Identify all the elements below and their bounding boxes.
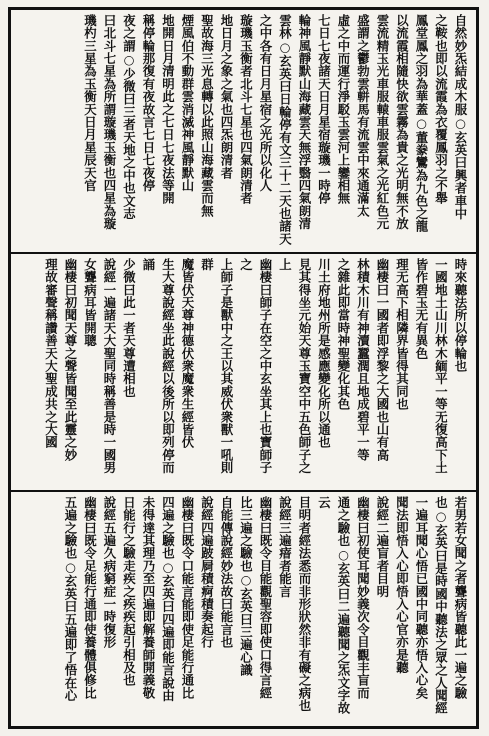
text-column: 聖故海三光息轉以此照山海藏雲而無 (199, 14, 215, 218)
text-column: 曰北斗七星為所謂璇璣玉衡也四星為璇 (102, 14, 117, 230)
panel-middle (11, 252, 476, 488)
text-columns (17, 258, 470, 484)
text-column: 上師子是獸中之王以其威伏衆獸一吼則群 (199, 258, 234, 474)
text-column: 川土府地州所是感應變化所以通也 (316, 258, 332, 449)
text-column: 以流霞相隨快欲雲霧為貴之光明無不放 (394, 14, 410, 230)
text-column: 皆作碧玉无有異色 (414, 258, 429, 360)
text-columns (17, 14, 470, 246)
text-column: 見其得坐元始天尊玉寶空中五色師子之 (297, 258, 312, 474)
text-column: 幽棲曰初使耳聞妙義次令目觀丰盲而 (355, 496, 371, 700)
text-column: 目明者經法悉而非形狀然非有礙之病也 (297, 496, 312, 712)
text-column: 之中各有日月星宿之光所以化人 (258, 14, 273, 192)
text-column: 聞法即悟入心即悟入心官亦是聽 (394, 496, 410, 674)
text-column: 通之驗也○玄英曰二遍聽聞之炁文字故云 (316, 496, 351, 715)
text-column: 一國地土山川林木緬平一等无復高下土 (433, 258, 449, 474)
text-column: 夜之謂○少微曰三者天地之中也文志 (121, 14, 137, 220)
text-column: 若男若女聞之者聾病皆聽此一遍之驗 (453, 496, 468, 700)
text-column: 雲流精玉光車服轅車服雲氣之光紅色元 (375, 14, 390, 230)
text-column: 女聾病耳皆開聰 (82, 258, 98, 347)
text-columns (17, 496, 470, 722)
text-column: 理无高下相隣界皆得其同也 (394, 258, 410, 411)
text-column: 璣杓三星為玉衡天日月星辰天官 (82, 14, 98, 192)
text-column: 說經二遍盲者目明 (375, 496, 390, 598)
text-column: 說經四遍跛屙積痾積奏起行 (199, 496, 215, 649)
text-column: 說經三遍瘖者能言 (277, 496, 293, 598)
text-column: 地開日月清明此之七日七夜法等開 (160, 14, 176, 205)
panel-top (11, 10, 476, 250)
text-column: 稱停輪那復有夜故言七日七夜停 (141, 14, 156, 192)
text-column: 煙風伯不動群雲消滅神風靜默山 (180, 14, 195, 192)
text-column: 之雜此即當時神聖變化其色 (336, 258, 351, 411)
text-column: 五遍之驗也○玄英曰五遍即了悟在心 (63, 496, 78, 702)
text-column: 上 (277, 258, 293, 271)
text-column: 幽棲曰既令目能觀聖容即使口得言經 (258, 496, 273, 700)
text-column: 比三遍之驗也○玄英曰三遍心識 (238, 496, 254, 677)
text-column: 幽棲曰既令足能行通即使養體俱修比 (82, 496, 98, 700)
text-column: 地日月之象之氣也四炁朗清者 (219, 14, 234, 180)
text-column: 林積木川有神瀆蠶潤且地成碧平一等 (355, 258, 371, 462)
text-column: 之鞍也即以流霞為衣覆鳳羽之不舉 (433, 14, 449, 205)
text-column: 自然妙炁結成木服○玄英曰興者車中 (453, 14, 468, 220)
text-column: 自能傳說經妙法故曰能言也 (219, 496, 234, 649)
text-column: 理故審聲稱讚善天大聖成共之大國 (43, 258, 59, 449)
text-column: 幽棲曰初聞天尊之聲皆聞至此靈之妙 (63, 258, 78, 462)
text-column: 少微曰此一者天尊遭相也 (121, 258, 137, 398)
text-column: 盛謂之鬱勃雲軿馬有流雲中來通滿太 (355, 14, 371, 218)
text-column: 璇璣玉衡者北斗七星也四氣朗清者 (238, 14, 254, 205)
text-column: 未得達其理乃至四遍即解養師開義敬 (141, 496, 156, 700)
text-column: 日能行之驗走疾之疾疾起引相及也 (121, 496, 137, 687)
text-column: 說經五遍久病窮症一時復形 (102, 496, 117, 649)
text-column: 時來聽法所以停輪也 (453, 258, 468, 373)
text-column: 也○玄英曰是時國中聽法之眾之人聞經 (433, 496, 449, 715)
text-column: 虛之中而運行淨駁玉雲河上鑾相無 (336, 14, 351, 205)
text-column: 七日七夜諸天日月星宿璇璣一時停 (316, 14, 332, 205)
text-column: 鳳堂鳳之羽為華蓋○董豢鸞為九色之龍 (414, 14, 429, 233)
text-column: 輪神風靜默山海藏雲天無浮翳四氣朗清 (297, 14, 312, 230)
page-frame (8, 7, 479, 729)
text-column: 雲林○玄英曰日輪停有文三十二天也諸天 (277, 14, 293, 246)
text-column: 一遍耳聞心悟已國中同聽亦悟入心矣 (414, 496, 429, 700)
text-column: 四遍之驗也○玄英曰四遍即能言說由 (160, 496, 176, 702)
text-column: 說經一遍諸天大聖同時稱善是時一國男 (102, 258, 117, 474)
panel-bottom (11, 490, 476, 726)
text-column: 幽棲曰既令口能言能即使足能行通比 (180, 496, 195, 700)
text-column: 生大尊說經坐此說經以後所以即列停而誦 (141, 258, 176, 474)
text-column: 幽棲曰師子在空之中玄坐其上也寶師子之 (238, 258, 273, 474)
text-column: 幽棲曰一國者即浮黎之大國也山有高 (375, 258, 390, 462)
text-column: 魔皆伏天尊神德伏衆魔衆生經皆伏 (180, 258, 195, 449)
